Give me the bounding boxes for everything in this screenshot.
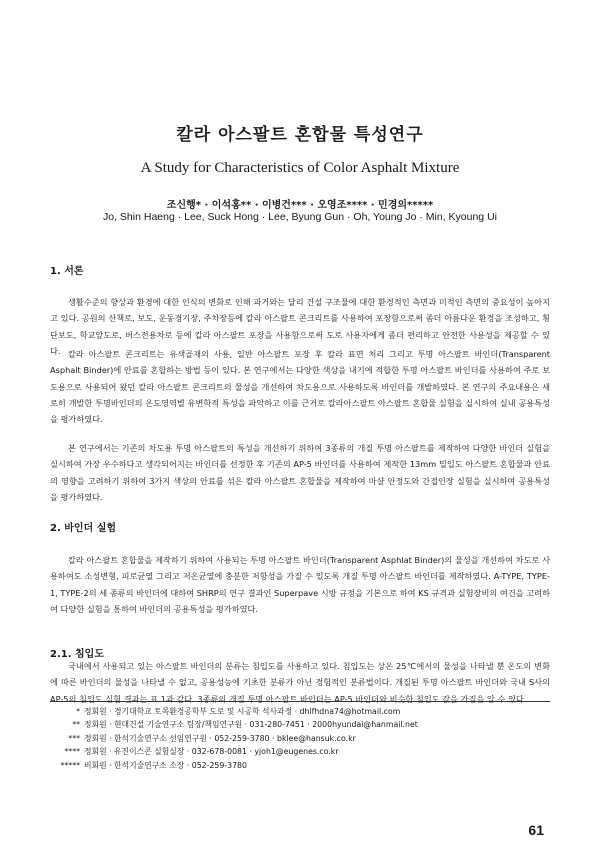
section-heading-introduction: 1. 서론 [50, 266, 84, 277]
footnote-divider [50, 701, 550, 702]
authors-korean: 조신행* · 이석홍** · 이병건*** · 오영조**** · 민경의***** [166, 200, 434, 211]
footnote-4: **** 정회원 · 유진이스콘 실험실장 · 032-678-0081 · yjoh1@eugenes.co.kr [64, 747, 339, 757]
intro-paragraph-2: 칼라 아스팔트 콘크리트는 유색골재의 사용, 일반 아스팔트 포장 후 칼라 표면 처리 그리고 투명 아스팔트 바인더(Transparent Asphalt Binder)에 안료를 혼합하는 방법 등이 있다. 본 연구에서는 다양한 색상을 내기에 적합한 투명 아스팔트 바인더를 사용하여 주로 보도용으로 사용되어 왔던 칼라 아스팔트 콘크리트의 물성을 개선하여 차도용으로 사용하도록 바인더를 개발하였다. 본 연구의 주요내용은 새로히 개발한 투명바인더의 온도영역별 유변학적 특성을 파악하고 이를 근거로 칼라아스팔트 아스팔트 혼합물 실험을 실시하여 실내 공용특성을 평가하였다. [50, 349, 550, 425]
footnote-1: * 정회원 · 경기대학교 토목환경공학부 도로 및 시공학 석사과정 · dhlfhdna74@hotmail.com [76, 707, 401, 716]
paper-title-korean: 칼라 아스팔트 혼합물 특성연구 [176, 125, 424, 145]
binder-test-paragraph: 칼라 아스팔트 혼합물을 제작하기 위하여 사용되는 투명 아스팔트 바인더(Transparent Asphlat Binder)의 물성을 개선하여 차도로 사용하여도 소성변형, 피로균열 그리고 저온균열에 충분한 저항성을 가질 수 있도록 개질 투명 아스팔트 바인더를 제작하였다. A-TYPE, TYPE-1, TYPE-2의 세 종류의 바인더에 대하여 SHRP의 연구 결과인 Superpave 시방 규정을 기본으로 하여 KS 규격과 실험장비의 여건을 고려하여 다양한 실험을 통하여 바인더의 공용특성을 평가하였다. [50, 555, 550, 614]
footnote-5: ***** 비회원 · 한석기술연구소 소장 · 052-259-3780 [60, 760, 247, 770]
paper-title-english: A Study for Characteristics of Color Asphalt Mixture [140, 160, 460, 176]
footnote-2: ** 정회원 · 현대건설 기술연구소 팀장/책임연구원 · 031-280-7451 · 2000hyundai@hanmail.net [72, 720, 418, 730]
authors-english: Jo, Shin Haeng · Lee, Suck Hong · Lee, Byung Gun · Oh, Young Jo · Min, Kyoung Ui [103, 211, 497, 223]
subsection-heading-penetration: 2.1. 침입도 [50, 649, 104, 660]
penetration-paragraph: 국내에서 사용되고 있는 아스팔트 바인더의 분류는 침입도를 사용하고 있다. 침입도는 상온 25℃에서의 물성을 나타낼 뿐 온도의 변화에 따른 바인더의 물성을 나타낼 수 없고, 공용성능에 기초한 분류가 아닌 경험적인 분류법이다. 개질된 투명 아스팔트 바인더와 국내 S사의 AP-5의 침입도 실험 결과는 표 1과 같다. 3종류의 개질 투명 아스팔트 바인더는 AP-5 바인더와 비슷한 침입도 값을 가짐을 알 수 있다. [50, 661, 550, 704]
intro-paragraph-3: 본 연구에서는 기존의 차도용 투명 아스팔트의 특성을 개선하기 위하여 3종류의 개질 투명 아스팔트를 제작하여 다양한 바인더 실험을 실시하여 가장 우수하다고 생각되어지는 바인더를 선정한 후 기존의 AP-5 바인더를 사용하여 제작한 13mm 밀입도 아스팔트 혼합물과 안료의 영향을 고려하기 위하여 3가지 색상의 안료를 섞은 칼라 아스팔트 혼합물을 제작하여 마샬 안정도와 간접인장 실험을 실시하여 공용특성을 평가하였다. [50, 443, 550, 502]
section-heading-binder-test: 2. 바인더 실험 [50, 523, 117, 534]
page-number: 61 [528, 822, 544, 838]
footnote-3: *** 정회원 · 한석기술연구소 선임연구원 · 052-259-3780 · bklee@hansuk.co.kr [68, 733, 356, 743]
footnotes [50, 705, 550, 772]
intro-paragraph-1: 생활수준의 향상과 환경에 대한 인식의 변화로 인해 과거와는 달리 건설 구조물에 대한 환경적인 측면과 미적인 측면의 중요성이 높아지고 있다. 공원의 산책로, 보도, 운동경기장, 주차장등에 칼라 아스팔트 콘크리트를 사용하여 포장함으로써 좀더 아름다운 환경을 조성하고, 횡단보도, 학교앞도로, 버스전용차로 등에 칼라 아스팔트 포장을 사용함으로써 도로 사용자에게 좀더 편리하고 안전한 사용성을 제공할 수 있다. [50, 297, 550, 356]
